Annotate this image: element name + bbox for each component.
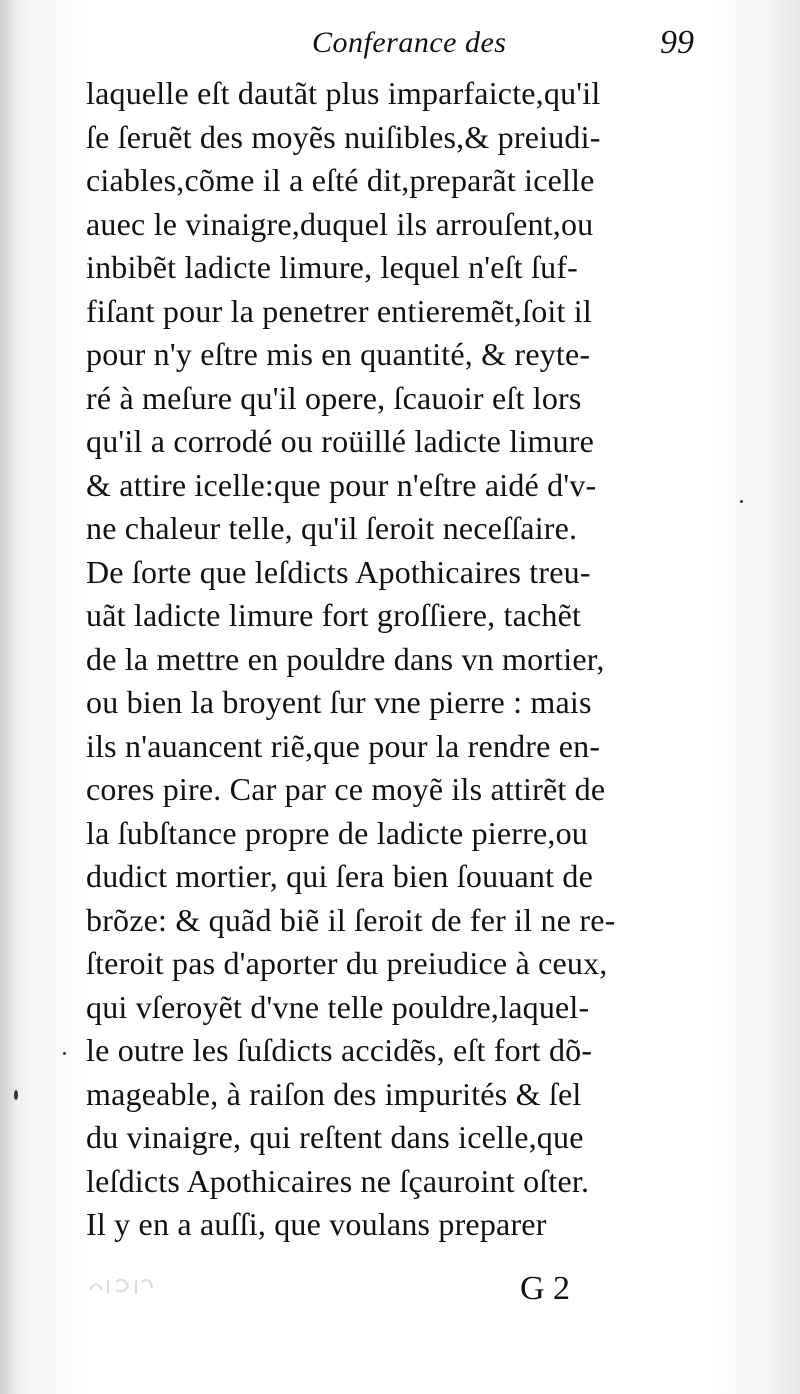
ink-speck <box>740 500 743 503</box>
text-line: qu'il a corrodé ou roüillé ladicte limure <box>86 423 595 459</box>
text-line: Il y en a auſſi, que voulans preparer <box>86 1206 547 1242</box>
text-line: ré à meſure qu'il opere, ſcauoir eſt lors <box>86 379 582 416</box>
text-line: ſteroit pas d'aporter du preiudice à ceux, <box>86 945 608 981</box>
text-line: le outre les ſuſdicts accidẽs, eſt fort dõ- <box>86 1032 593 1068</box>
text-line: de la mettre en pouldre dans vn mortier, <box>86 640 605 677</box>
text-line: qui vſeroyẽt d'vne telle pouldre,laquel- <box>86 988 590 1025</box>
text-line: fiſant pour la penetrer entieremẽt,ſoit il <box>86 292 592 329</box>
signature-mark: G 2 <box>520 1270 571 1307</box>
ink-speck <box>14 1090 18 1100</box>
page-number: 99 <box>660 24 694 61</box>
text-line: laquelle eſt dautãt plus imparfaicte,qu'il <box>86 75 601 111</box>
text-line: cores pire. Car par ce moyẽ ils attirẽt de <box>86 771 606 807</box>
text-line: brõze: & quãd biẽ il ſeroit de fer il ne re- <box>86 901 616 938</box>
text-line: pour n'y eſtre mis en quantité, & reyte- <box>86 336 591 372</box>
text-line: mageable, à raiſon des impurités & ſel <box>86 1075 582 1112</box>
text-line: ne chaleur telle, qu'il ſeroit neceſſaire. <box>86 510 578 546</box>
text-line: leſdicts Apothicaires ne ſçauroint oſter. <box>86 1162 590 1199</box>
text-line: ils n'auancent riẽ,que pour la rendre en- <box>86 727 601 764</box>
text-line: inbibẽt ladicte limure, lequel n'eſt ſuf- <box>86 249 579 285</box>
ink-speck <box>63 1052 66 1055</box>
text-line: ou bien la broyent ſur vne pierre : mais <box>86 684 592 720</box>
gutter-shadow <box>0 0 18 1394</box>
text-line: ciables,cõme il a eſté dit,preparãt icelle <box>86 162 595 198</box>
text-line: dudict mortier, qui ſera bien ſouuant de <box>86 858 594 894</box>
body-text <box>86 72 746 1247</box>
text-line: & attire icelle:que pour n'eſtre aidé d'v- <box>86 466 597 503</box>
text-line: du vinaigre, qui reſtent dans icelle,que <box>86 1119 584 1155</box>
text-line: auec le vinaigre,duquel ils arrouſent,ou <box>86 205 594 242</box>
text-line: uãt ladicte limure fort groſſiere, tachẽt <box>86 597 582 633</box>
page-header <box>0 18 800 68</box>
page-footer <box>0 1270 800 1320</box>
running-head: Conferance des <box>312 26 507 59</box>
text-line: la ſubſtance propre de ladicte pierre,ou <box>86 814 588 851</box>
text-line: De ſorte que leſdicts Apothicaires treu- <box>86 553 591 590</box>
text-line: ſe ſeruẽt des moyẽs nuiſibles,& preiudi- <box>86 118 601 155</box>
